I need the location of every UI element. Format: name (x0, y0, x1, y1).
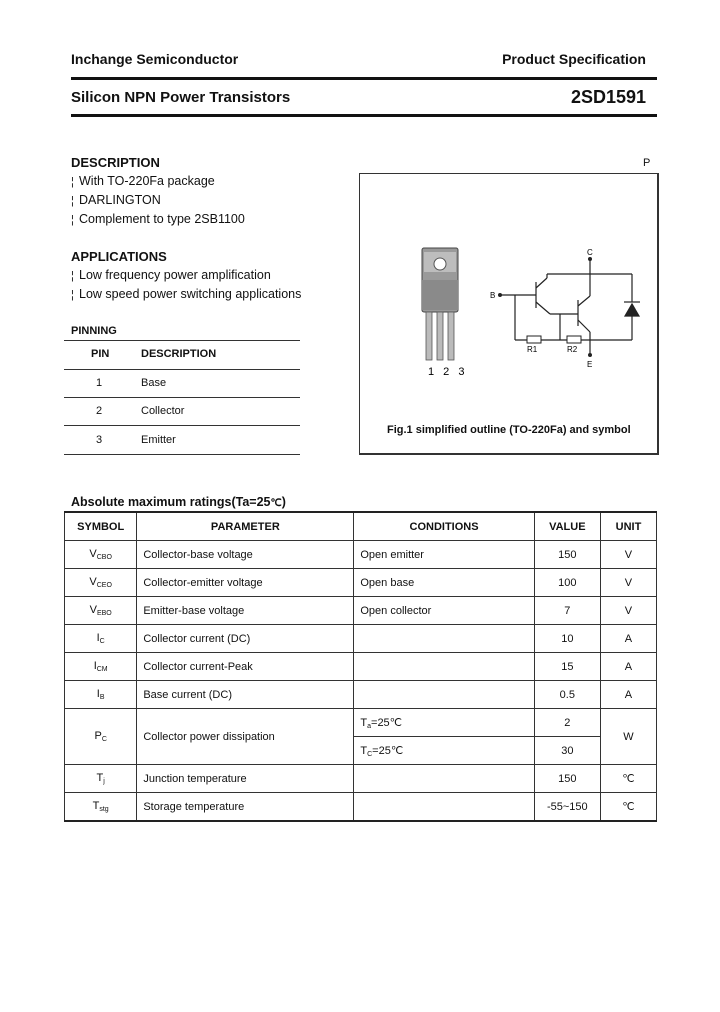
value-cell: 100 (534, 569, 600, 597)
conditions-cell (354, 625, 534, 653)
bullet-icon: ¦ (71, 195, 74, 207)
parameter-cell: Junction temperature (137, 765, 354, 793)
conditions-cell: Open collector (354, 597, 534, 625)
value-cell: 7 (534, 597, 600, 625)
table-row (65, 681, 657, 709)
pinning-rule (64, 454, 300, 455)
table-row (65, 765, 657, 793)
bullet-icon: ¦ (71, 289, 74, 301)
unit-cell: ℃ (600, 765, 656, 793)
symbol-cell: $I_B$ (65, 681, 137, 709)
description-title: DESCRIPTION (71, 155, 160, 170)
pin-number: 2 (96, 405, 103, 417)
pin-description: Base (141, 377, 167, 389)
unit-cell: V (600, 597, 656, 625)
value-cell: 30 (534, 737, 600, 765)
pinning-rule (64, 397, 300, 398)
value-cell: 15 (534, 653, 600, 681)
conditions-cell (354, 653, 534, 681)
symbol-cell: $I_{CM}$ (65, 653, 137, 681)
conditions-cell: $T_C=25℃$ (354, 737, 534, 765)
conditions-cell (354, 793, 534, 822)
conditions-cell (354, 765, 534, 793)
product-line: Silicon NPN Power Transistors (71, 89, 291, 106)
description-item: ¦ With TO-220Fa package (71, 174, 215, 188)
ratings-table (64, 511, 657, 822)
unit-cell: W (600, 709, 656, 765)
col-parameter: PARAMETER (137, 512, 354, 541)
parameter-cell: Collector-base voltage (137, 541, 354, 569)
conditions-cell: Open base (354, 569, 534, 597)
resistor-r2-icon (567, 336, 581, 343)
application-item: ¦ Low speed power switching applications (71, 287, 302, 301)
col-value: VALUE (534, 512, 600, 541)
table-row (65, 569, 657, 597)
application-item: ¦ Low frequency power amplification (71, 268, 271, 282)
package-outline-icon (422, 248, 458, 360)
r1-label: R1 (527, 345, 538, 354)
resistor-r1-icon (527, 336, 541, 343)
emitter-terminal-icon (588, 353, 592, 357)
table-row (65, 793, 657, 822)
bullet-icon: ¦ (71, 270, 74, 282)
pinning-rule (64, 425, 300, 426)
base-terminal-icon (498, 293, 502, 297)
symbol-cell: $I_C$ (65, 625, 137, 653)
value-cell: 150 (534, 765, 600, 793)
symbol-cell: $V_{EBO}$ (65, 597, 137, 625)
table-row (65, 653, 657, 681)
unit-cell: A (600, 681, 656, 709)
symbol-cell: $T_{stg}$ (65, 793, 137, 822)
conditions-cell: Open emitter (354, 541, 534, 569)
ratings-title: Absolute maximum ratings(Ta=25℃) (71, 495, 286, 509)
company-name: Inchange Semiconductor (71, 51, 239, 67)
figure-box (359, 173, 659, 455)
symbol-cell: $T_j$ (65, 765, 137, 793)
pin-number: 3 (96, 434, 103, 446)
table-row (65, 597, 657, 625)
pinning-rule (64, 369, 300, 370)
figure-drawing (360, 174, 657, 453)
unit-cell: ℃ (600, 793, 656, 822)
symbol-cell: $V_{CEO}$ (65, 569, 137, 597)
unit-cell: A (600, 625, 656, 653)
pin-desc-header: DESCRIPTION (141, 348, 217, 360)
header-rule-bottom (71, 114, 657, 117)
r2-label: R2 (567, 345, 578, 354)
pin-header: PIN (91, 348, 110, 360)
doc-type: Product Specification (502, 51, 646, 67)
parameter-cell: Base current (DC) (137, 681, 354, 709)
parameter-cell: Collector-emitter voltage (137, 569, 354, 597)
unit-cell: V (600, 569, 656, 597)
header-rule-top (71, 77, 657, 80)
figure-caption: Fig.1 simplified outline (TO-220Fa) and symbol (387, 424, 631, 436)
part-number: 2SD1591 (570, 87, 646, 107)
col-symbol: SYMBOL (65, 512, 137, 541)
bullet-icon: ¦ (71, 214, 74, 226)
value-cell: 10 (534, 625, 600, 653)
table-row (65, 541, 657, 569)
collector-label: C (587, 248, 593, 257)
description-item: ¦ Complement to type 2SB1100 (71, 212, 245, 226)
conditions-cell (354, 681, 534, 709)
applications-title: APPLICATIONS (71, 249, 167, 264)
parameter-cell: Storage temperature (137, 793, 354, 822)
value-cell: 2 (534, 709, 600, 737)
pin-numbers-label: 1 2 3 (428, 366, 468, 378)
pin-description: Emitter (141, 434, 176, 446)
emitter-label: E (587, 360, 593, 369)
pinning-title: PINNING (71, 325, 117, 337)
unit-cell: A (600, 653, 656, 681)
bullet-icon: ¦ (71, 176, 74, 188)
table-row (65, 625, 657, 653)
col-unit: UNIT (600, 512, 656, 541)
value-cell: 0.5 (534, 681, 600, 709)
unit-cell: V (600, 541, 656, 569)
parameter-cell: Emitter-base voltage (137, 597, 354, 625)
value-cell: 150 (534, 541, 600, 569)
conditions-cell: $T_a=25℃$ (354, 709, 534, 737)
pin-number: 1 (96, 377, 103, 389)
base-label: B (490, 291, 496, 300)
parameter-cell: Collector current (DC) (137, 625, 354, 653)
ratings-header-row (65, 512, 657, 541)
parameter-cell: Collector power dissipation (137, 709, 354, 765)
corner-mark: P (643, 157, 651, 169)
pin-description: Collector (141, 405, 185, 417)
parameter-cell: Collector current-Peak (137, 653, 354, 681)
symbol-cell: $V_{CBO}$ (65, 541, 137, 569)
symbol-cell: $P_C$ (65, 709, 137, 765)
description-item: ¦ DARLINGTON (71, 193, 161, 207)
table-row (65, 709, 657, 737)
pinning-rule (64, 340, 300, 341)
col-conditions: CONDITIONS (354, 512, 534, 541)
collector-terminal-icon (588, 257, 592, 261)
value-cell: -55~150 (534, 793, 600, 822)
